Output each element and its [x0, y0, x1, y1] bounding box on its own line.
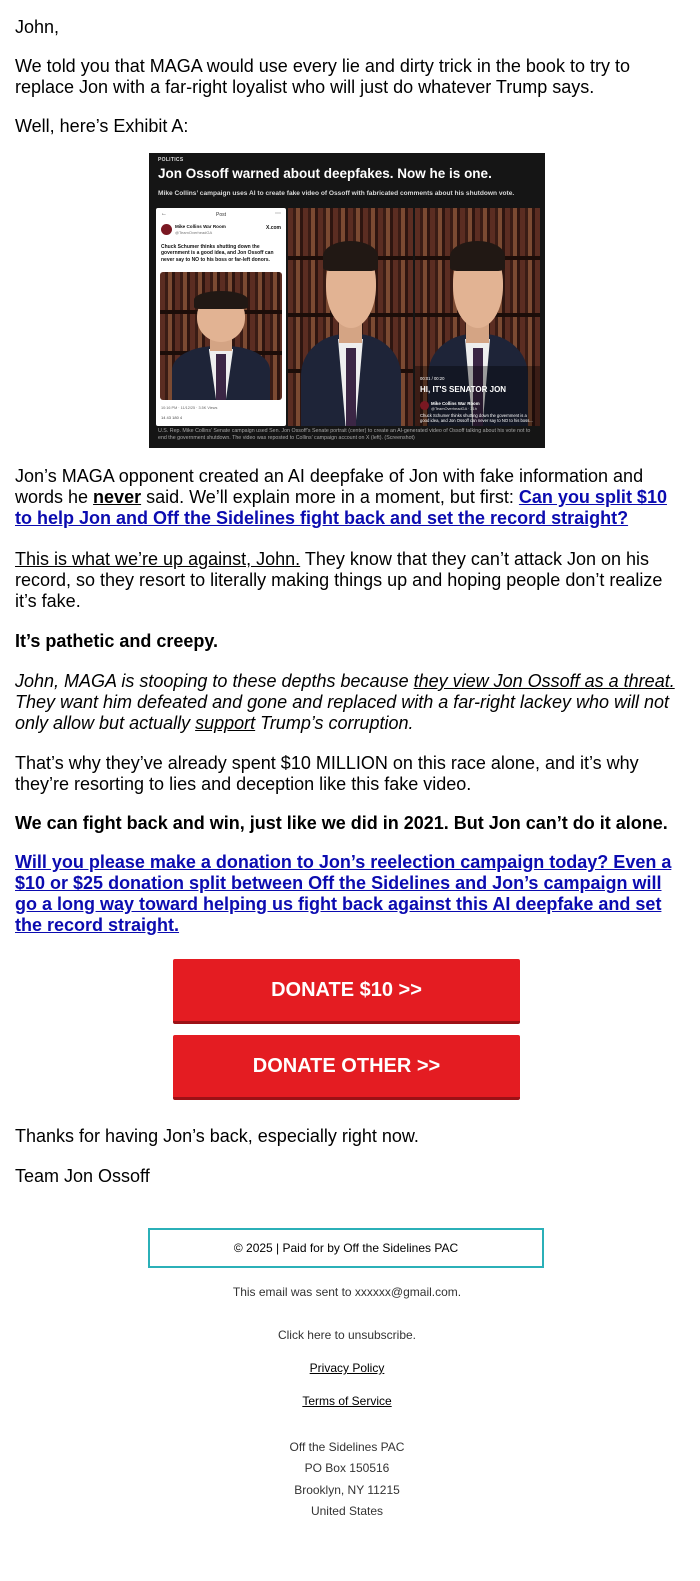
article-caption: U.S. Rep. Mike Collins’ Senate campaign used Sen. Jon Ossoff’s Senate portrait (center) to create an AI-generated video of Ossoff talking about his vote not to end the government shutdown. The video was reposted to Collins’ campaign account on X (left). (Screenshot) — [158, 428, 531, 441]
article-screenshot-image — [149, 153, 545, 448]
emphasis-never: never — [93, 487, 142, 507]
paragraph-thanks: Thanks for having Jon’s back, especially right now. — [15, 1126, 419, 1146]
post-author-name: Mike Collins War Room — [175, 224, 226, 229]
video-timestamp: 00:01 / 00:20 — [420, 376, 445, 381]
terms-of-service-link[interactable]: Terms of Service — [302, 1394, 392, 1408]
post-meta: 10:16 PM · 11/12/25 · 3.5K Views — [161, 406, 218, 410]
paragraph-intro: We told you that MAGA would use every lie and dirty trick in the book to try to replace Jon with a far-right loyalist who will just do whatever Trump says. — [15, 56, 630, 97]
avatar — [420, 401, 429, 410]
post-text: Chuck Schumer thinks shutting down the government is a good idea, and Jon Ossoff can never say to NO to his boss or far-left donors. — [161, 244, 274, 263]
paragraph-donate-ask — [15, 852, 675, 936]
video-title: HI, IT'S SENATOR JON — [420, 385, 507, 394]
post-author-handle: @TeamOverheadGA — [175, 230, 213, 235]
paragraph-spent: That’s why they’ve already spent $10 MILLION on this race alone, and it’s why they’re resorting to lies and deception like this fake video. — [15, 753, 639, 794]
senate-portrait-photo — [288, 208, 413, 426]
greeting: John, — [15, 17, 60, 37]
paragraph-deepfake: Jon’s MAGA opponent created an AI deepfake of Jon with fake information and words he never said. We’ll explain more in a moment, but first: Can you split $10 to help Jon and Off the Sidelines fight back and set the record straight? — [15, 466, 667, 528]
avatar — [161, 224, 172, 235]
video-text: Chuck Schumer thinks shutting down the government is a good idea, and Jon Ossoff can never say to NO to his boss... — [420, 413, 533, 424]
privacy-policy-link[interactable]: Privacy Policy — [309, 1361, 385, 1375]
paragraph-up-against: This is what we’re up against, John. They know that they can’t attack Jon on his record, so they resort to literally making things up and hoping people don’t realize it’s fake. — [15, 549, 663, 611]
post-video-thumbnail — [160, 272, 282, 400]
sent-to-text: This email was sent to xxxxxx@gmail.com. — [232, 1285, 462, 1299]
org-name: Off the Sidelines PAC — [289, 1440, 405, 1454]
video-author-name: Mike Collins War Room — [431, 401, 480, 406]
split-10-link[interactable]: Can you split $10 to help Jon and Off the Sidelines fight back and set the record straight? — [15, 487, 667, 528]
video-author-handle: @TeamOverheadGA · 21h — [431, 406, 477, 411]
article-kicker: POLITICS — [158, 157, 184, 163]
org-country: United States — [310, 1504, 384, 1518]
paragraph-threat: John, MAGA is stooping to these depths because they view Jon Ossoff as a threat. They want him defeated and gone and replaced with a far-right lackey who will not only allow but actually support Trump’s corruption. — [15, 671, 675, 733]
org-po-box: PO Box 150516 — [304, 1461, 390, 1475]
article-headline: Jon Ossoff warned about deepfakes. Now he is one. — [158, 166, 492, 181]
donate-10-button[interactable]: DONATE $10 >> — [173, 959, 520, 1024]
paragraph-exhibit: Well, here’s Exhibit A: — [15, 116, 189, 136]
x-logo-icon: X.com — [265, 225, 281, 231]
paid-for-text: © 2025 | Paid for by Off the Sidelines PAC — [233, 1241, 459, 1255]
x-post-screenshot — [156, 208, 286, 426]
back-arrow-icon: ← — [161, 211, 167, 217]
unsubscribe-link[interactable]: Click here to unsubscribe. — [277, 1328, 417, 1342]
post-stats: 14 43 180 4 — [161, 415, 183, 420]
donation-ask-link[interactable]: Will you please make a donation to Jon’s reelection campaign today? Even a $10 or $25 donation split between Off the Sidelines and Jon’s campaign will go a long way toward helping us fight back against this AI deepfake and set the record straight. — [15, 852, 672, 935]
post-header: Post — [215, 212, 226, 218]
ai-video-still — [415, 208, 540, 426]
article-subhead: Mike Collins’ campaign uses AI to create fake video of Ossoff with fabricated comments about his shutdown vote. — [158, 190, 515, 197]
paragraph-pathetic: It’s pathetic and creepy. — [15, 631, 219, 651]
paragraph-fight-back: We can fight back and win, just like we did in 2021. But Jon can’t do it alone. — [15, 813, 668, 833]
donate-other-button[interactable]: DONATE OTHER >> — [173, 1035, 520, 1100]
org-city: Brooklyn, NY 11215 — [294, 1483, 400, 1497]
more-icon: ⋯ — [275, 211, 281, 217]
signoff: Team Jon Ossoff — [15, 1166, 150, 1186]
paid-for-box — [148, 1228, 544, 1268]
